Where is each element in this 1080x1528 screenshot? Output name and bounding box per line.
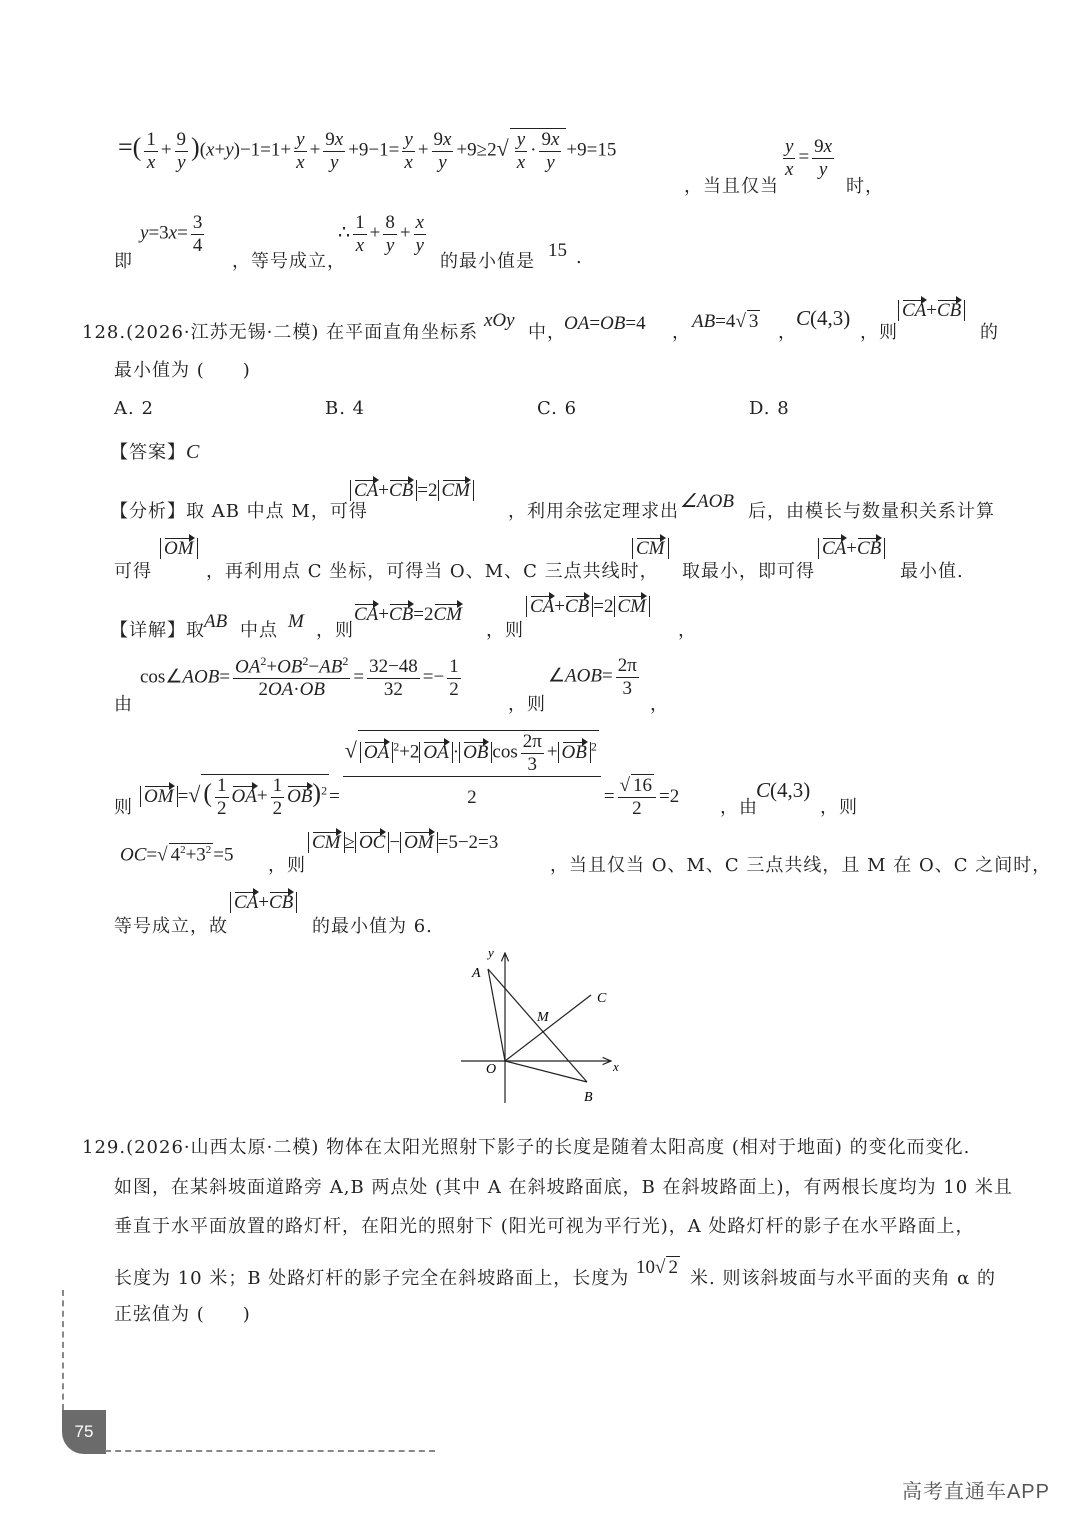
question-129-text-1: (2026·山西太原·二模) 物体在太阳光照射下影子的长度是随着太阳高度 (相对于地面) 的变化而变化. (126, 1137, 971, 1158)
question-129-line-2: 如图，在某斜坡面道路旁 A,B 两点处 (其中 A 在斜坡路面底，B 在斜坡路面上)，有两根长度均为 10 米且 (114, 1177, 1013, 1198)
detail-text-13: 的最小值为 6. (312, 916, 433, 937)
question-129-line-3: 垂直于水平面放置的路灯杆，在阳光的照射下 (阳光可视为平行光)，A 处路灯杆的影子在水平路面上， (114, 1216, 975, 1237)
line2-text1: ，等号成立， (232, 251, 346, 272)
detail-text-7: ， (650, 694, 669, 715)
condition-point-c: C(4,3) (796, 306, 851, 330)
analysis-line-1 (110, 497, 368, 523)
label-m: M (537, 1010, 549, 1025)
geometry-figure (455, 945, 635, 1110)
final-ca-cb: CA+CB (230, 892, 297, 914)
analysis-label: 【分析】 (110, 501, 186, 522)
question-129-line-1 (82, 1133, 970, 1159)
detail-you: 由 (114, 694, 133, 715)
label-c: C (597, 991, 607, 1006)
option-a[interactable]: A. 2 (114, 398, 154, 419)
detail-text-8: ，由 (720, 797, 758, 818)
question-129-value: 10√ 2 (636, 1257, 678, 1278)
question-text-3: ，则 (860, 322, 898, 343)
condition-ab: AB=4√ 3 (692, 311, 759, 332)
detail-text-9: ，则 (820, 797, 858, 818)
page-border-horizontal (105, 1450, 435, 1452)
detail-text-2: 中点 (240, 620, 278, 641)
detail-text-11: ，当且仅当 O、M、C 三点共线，且 M 在 O、C 之间时， (550, 855, 1052, 876)
analysis-ca-cb: CA+CB (818, 538, 885, 560)
om-equation: OM =√ ( $\frac{1}{2}$ OA+ $\frac{1}{2}$ OB)$^2$ = √ OA $^2$+2 OA · OB cos $\frac{2\pi}{3}$ + OB $^2$ 2 = $\frac{√ 16}{2}$ =2 (140, 730, 679, 809)
label-x: x (613, 1059, 619, 1074)
equation-line-1-text1: ，当且仅当 (684, 176, 779, 197)
analysis-text-3: 后，由模长与数量积关系计算 (748, 501, 995, 522)
question-129-number: 129. (82, 1137, 127, 1158)
equation-line-1-text2: 时， (846, 176, 884, 197)
cm-inequality: CM ≥ OC − OM =5−2=3 (308, 832, 498, 854)
answer-label: 【答案】 (110, 442, 186, 463)
cos-equation: cos∠AOB= $\frac{OA^2+OB^2-AB^2}{2OA\cdot OB}$ = $\frac{32-48}{32}$ =− $\frac{1}{2}$ (140, 654, 459, 701)
page-border-vertical (62, 1290, 64, 1410)
detail-label: 【详解】 (110, 620, 186, 641)
equation-line-1-condition: $\frac{y}{x}$ = $\frac{9x}{y}$ (785, 136, 833, 180)
line2-expression: ∴ $\frac{1}{x}$ + $\frac{8}{y}$ + $\frac{x}{y}$ (338, 212, 424, 256)
question-129-line-4a: 长度为 10 米；B 处路灯杆的影子完全在斜坡路面上，长度为 (114, 1268, 630, 1289)
question-129-line-4b: 米. 则该斜坡面与水平面的夹角 α 的 (690, 1268, 997, 1289)
question-text: 在平面直角坐标系 (326, 322, 479, 343)
segment-oc (505, 995, 591, 1061)
condition-oa-ob: OA=OB=4 (564, 313, 646, 334)
question-source: (2026·江苏无锡·二模) (126, 322, 320, 343)
detail-ze: 则 (114, 797, 133, 818)
question-129-line-5: 正弦值为 ( ) (114, 1304, 251, 1325)
angle-equation: ∠AOB= $\frac{2\pi}{3}$ (548, 655, 637, 699)
detail-m: M (288, 611, 304, 632)
analysis-text-2: ，利用余弦定理求出 (508, 501, 679, 522)
question-number: 128. (82, 322, 127, 343)
detail-text-1: 取 (186, 620, 205, 641)
segment-ob (505, 1061, 587, 1082)
analysis-text-4: 可得 (114, 561, 152, 582)
line2-text2: 的最小值是 (440, 251, 535, 272)
analysis-cm: CM (632, 538, 669, 560)
detail-text-6: ，则 (508, 694, 546, 715)
question-128-header (82, 318, 478, 344)
line2-end: . (576, 247, 583, 268)
detail-point-c: C(4,3) (756, 778, 811, 802)
option-c[interactable]: C. 6 (537, 398, 578, 419)
option-d[interactable]: D. 8 (749, 398, 790, 419)
analysis-om: OM (160, 538, 198, 560)
question-text-2: 中， (528, 322, 566, 343)
analysis-text-5: ，再利用点 C 坐标，可得当 O、M、C 三点共线时， (206, 561, 659, 582)
label-b: B (584, 1090, 593, 1105)
answer-value: C (186, 441, 201, 463)
segment-ab (488, 969, 587, 1082)
answer-line (110, 438, 200, 464)
separator-2: ， (778, 322, 797, 343)
detail-text-3: ，则 (316, 620, 354, 641)
separator: ， (672, 322, 691, 343)
vector-ca-cb-abs: CA+CB (898, 300, 965, 322)
analysis-text-1: 取 AB 中点 M，可得 (186, 501, 368, 522)
analysis-angle: ∠AOB (680, 491, 734, 512)
analysis-text-7: 最小值. (900, 561, 964, 582)
label-a: A (472, 966, 481, 981)
line2-equation: y=3x= $\frac{3}{4}$ (140, 212, 203, 256)
detail-vector-abs: CA+CB =2 CM (526, 596, 650, 618)
option-b[interactable]: B. 4 (325, 398, 366, 419)
question-text-5: 最小值为 ( ) (114, 360, 251, 381)
line2-prefix: 即 (114, 251, 133, 272)
detail-line-1 (110, 616, 205, 642)
equation-line-1: =( $\frac{1}{x}$ + $\frac{9}{y}$ )(x+y)−1=1+ $\frac{y}{x}$ + $\frac{9x}{y}$ +9−1= $\frac{y}{x}$ + $\frac{9x}{y}$ +9≥2√ $\frac{y}{x}$ · $\frac{9x}{y}$ +9=15 (118, 129, 617, 173)
detail-text-10: ，则 (268, 855, 306, 876)
detail-text-5: ， (678, 620, 697, 641)
detail-ab: AB (204, 611, 228, 632)
line2-value: 15 (548, 240, 567, 261)
detail-text-4: ，则 (486, 620, 524, 641)
label-y: y (488, 945, 494, 960)
watermark: 高考直通车APP (901, 1481, 1050, 1503)
segment-oa (488, 969, 505, 1061)
question-text-4: 的 (980, 322, 999, 343)
coordinate-system: xOy (484, 310, 515, 331)
analysis-text-6: 取最小，即可得 (682, 561, 815, 582)
oc-equation: OC=√ $4^2+3^2 =5$ (120, 844, 234, 866)
detail-vector-sum: CA+CB=2CM (354, 604, 462, 625)
page-number: 75 (62, 1410, 106, 1454)
label-o: O (486, 1062, 497, 1077)
detail-text-12: 等号成立，故 (114, 916, 228, 937)
analysis-vector-eq: CA+CB =2 CM (350, 480, 474, 502)
